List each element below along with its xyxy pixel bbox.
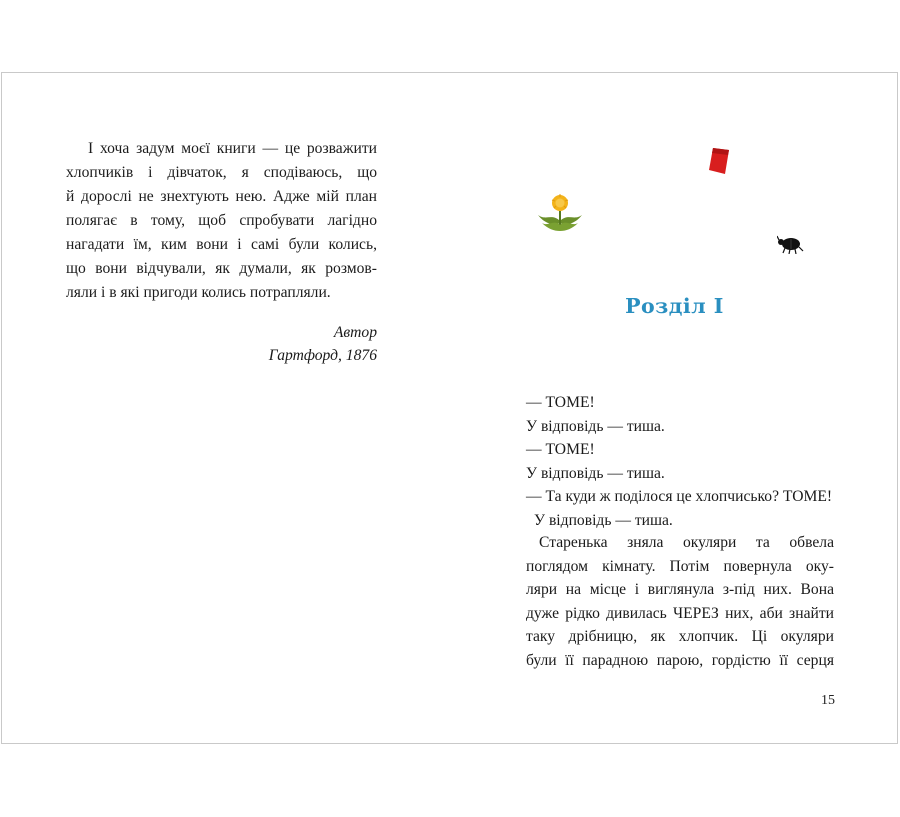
preface-line: ляли і в які пригоди колись потрапляли. xyxy=(66,284,331,301)
dialogue-block xyxy=(526,391,833,533)
preface-line: й дорослі не знехтують нею. Адже мій план xyxy=(66,188,377,205)
chapter-title: Розділ І xyxy=(625,294,724,318)
preface-line: І хоча задум моєї книги — це розважити xyxy=(88,140,377,157)
signature-author: Автор xyxy=(333,324,377,341)
dialogue-line: У відповідь — тиша. xyxy=(526,417,665,435)
narration-line: Старенька зняла окуляри та обвела xyxy=(539,534,834,551)
left-page xyxy=(2,73,450,743)
book-spread xyxy=(1,72,898,744)
dialogue-line: У відповідь — тиша. xyxy=(526,464,665,482)
narration-paragraph xyxy=(526,531,834,673)
narration-line: поглядом кімнату. Потім повернула оку- xyxy=(526,557,834,575)
signature-place-date: Гартфорд, 1876 xyxy=(268,347,377,364)
narration-line: були її парадною парою, гордістю її серця xyxy=(526,651,834,669)
preface-paragraph xyxy=(66,137,377,305)
signature xyxy=(162,321,377,367)
beetle-icon xyxy=(777,234,805,254)
narration-line: ляри на місце і виглянула з-під них. Вона xyxy=(526,581,834,599)
dialogue-line: — ТОМЕ! xyxy=(526,394,595,411)
dialogue-line: — Та куди ж поділося це хлопчисько? ТОМЕ! xyxy=(526,488,833,506)
preface-line: що вони відчували, як думали, як розмов- xyxy=(66,260,377,277)
preface-line: хлопчиків і дівчаток, я сподіваюсь, що xyxy=(66,164,377,181)
narration-line: таку дрібницю, як хлопчик. Ці окуляри xyxy=(526,628,834,646)
preface-line: нагадати їм, ким вони і самі були колись, xyxy=(66,236,377,253)
narration-line: дуже рідко дивилась ЧЕРЕЗ них, аби знайти xyxy=(526,604,834,622)
preface-line: полягає в тому, щоб спробувати лагідно xyxy=(66,212,377,229)
dialogue-line: — ТОМЕ! xyxy=(526,441,595,459)
dialogue-line: У відповідь — тиша. xyxy=(534,511,673,529)
right-page xyxy=(450,73,899,743)
red-paper-icon xyxy=(707,146,731,176)
page-number: 15 xyxy=(821,693,835,708)
dandelion-icon xyxy=(536,191,584,231)
